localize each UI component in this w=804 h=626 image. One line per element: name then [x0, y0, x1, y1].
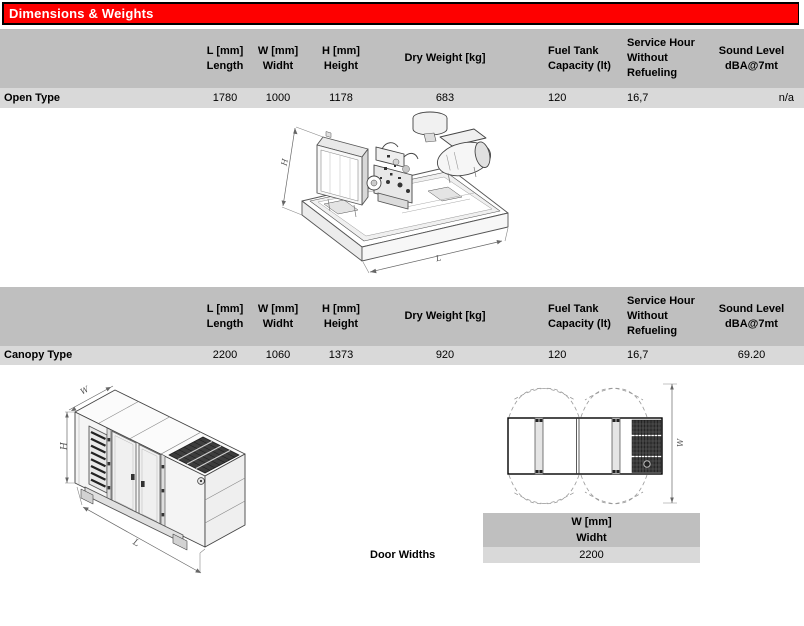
section-title-bar — [2, 2, 799, 25]
header-service-hour: Service Hour Without Refueling — [627, 295, 695, 337]
door-widths-label: Door Widths — [370, 549, 436, 561]
header-sound-level: Sound Level dBA@7mt — [718, 302, 785, 330]
canopy-h-dim-label: H — [60, 442, 70, 450]
canopy-table-header-row — [0, 287, 804, 346]
canopy-service-hour-value: 16,7 — [627, 349, 649, 361]
canopy-drawing — [55, 383, 305, 608]
header-length: L [mm] Length — [206, 302, 244, 330]
open-type-drawing — [278, 107, 512, 280]
canopy-fuel-tank-value: 120 — [548, 349, 567, 361]
canopy-length-value: 2200 — [212, 349, 238, 361]
door-widths-value: 2200 — [483, 547, 700, 563]
canopy-w-dim-label: W — [78, 384, 91, 397]
canopy-dry-weight-value: 920 — [435, 349, 455, 361]
door-widths-table-header: W [mm] Widht — [483, 513, 700, 547]
section-title: Dimensions & Weights — [9, 6, 154, 21]
header-length: L [mm] Length — [206, 44, 244, 72]
open-dry-weight-value: 683 — [435, 91, 455, 104]
open-table-header-row — [0, 29, 804, 88]
canopy-l-dim-label: L — [130, 537, 141, 550]
open-l-dim-label: L — [434, 253, 443, 264]
header-height: H [mm] Height — [322, 44, 360, 72]
header-fuel-tank: Fuel Tank Capacity (lt) — [548, 44, 611, 72]
canopy-width-value: 1060 — [265, 349, 291, 361]
open-height-value: 1178 — [329, 91, 353, 104]
door-swing-top-view — [495, 380, 690, 512]
top-view-w-dim-label: W — [676, 438, 685, 447]
header-width: W [mm] Widht — [257, 302, 299, 330]
open-service-hour-value: 16,7 — [627, 91, 649, 104]
open-fuel-tank-value: 120 — [548, 91, 567, 104]
open-h-dim-label: H — [279, 157, 290, 167]
door-widths-table — [483, 513, 700, 563]
header-dry-weight: Dry Weight [kg] — [404, 310, 486, 322]
canopy-sound-level-value: 69.20 — [737, 349, 766, 361]
canopy-table-data-row — [0, 346, 804, 365]
open-table-data-row — [0, 88, 804, 108]
header-service-hour: Service Hour Without Refueling — [627, 37, 695, 79]
canopy-height-value: 1373 — [328, 349, 354, 361]
open-type-label: Open Type — [4, 91, 61, 104]
open-width-value: 1000 — [265, 91, 291, 104]
open-length-value: 1780 — [212, 91, 238, 104]
header-width: W [mm] Widht — [257, 44, 299, 72]
canopy-type-label: Canopy Type — [4, 349, 73, 361]
header-height: H [mm] Height — [322, 302, 360, 330]
header-sound-level: Sound Level dBA@7mt — [718, 44, 785, 72]
header-dry-weight: Dry Weight [kg] — [404, 52, 486, 64]
open-sound-level-value: n/a — [778, 91, 794, 104]
header-fuel-tank: Fuel Tank Capacity (lt) — [548, 302, 611, 330]
